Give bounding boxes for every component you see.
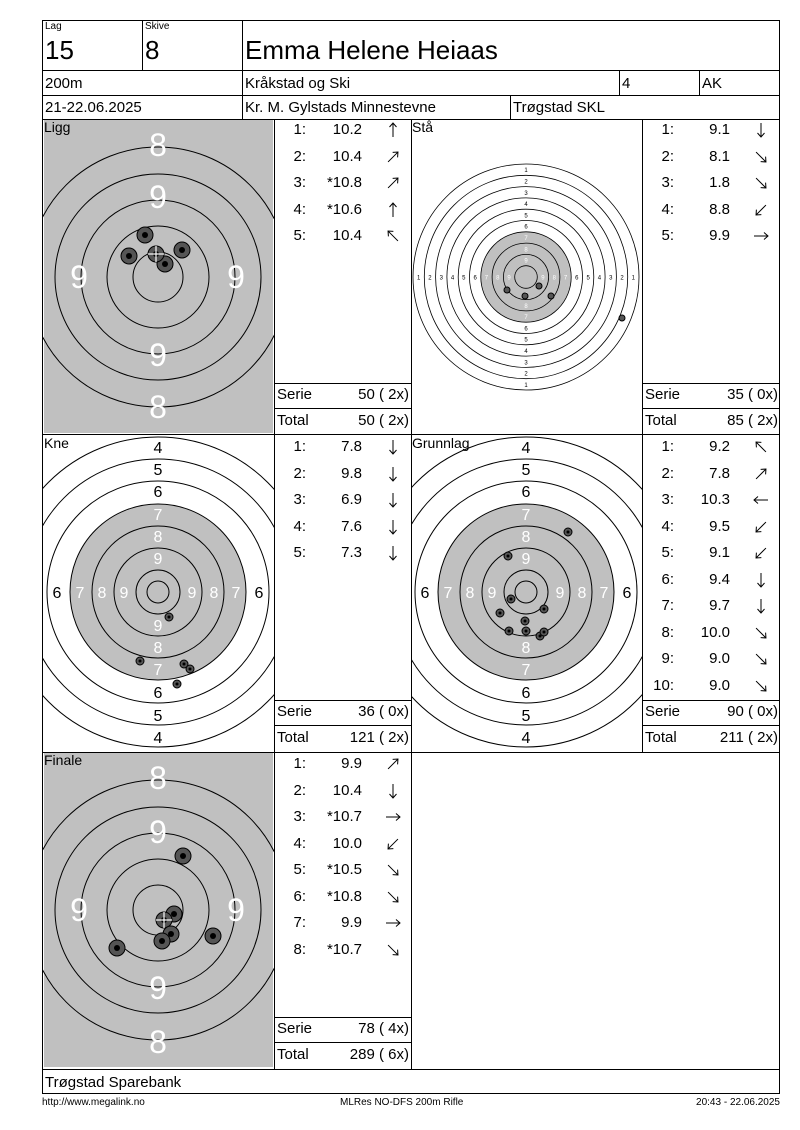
direction-arrow-icon: [384, 438, 402, 456]
shot-row: [280, 199, 410, 221]
shot-number: 7:: [293, 914, 306, 931]
shot-number: 2:: [293, 781, 306, 799]
ring-label: 5: [153, 462, 163, 479]
shot-row: [280, 542, 410, 564]
grunnlag-title: Grunnlag: [412, 435, 470, 451]
lag-label: Lag: [45, 21, 62, 32]
ring-label: 6: [153, 685, 163, 702]
ring-label: 7: [75, 585, 85, 602]
ring-label: 4: [521, 440, 531, 457]
shot-row: [648, 675, 778, 697]
ring-label: 8: [552, 275, 556, 282]
shot-row: [280, 146, 410, 168]
shot-row: [280, 753, 410, 775]
shot-score: 9.1: [709, 121, 730, 138]
shot-score: 9.9: [709, 227, 730, 244]
direction-arrow-icon: [752, 174, 770, 192]
shot-score: 10.3: [700, 491, 730, 508]
shot-number: 2:: [293, 464, 306, 482]
direction-arrow-icon: [384, 755, 402, 773]
ring-label: 8: [153, 529, 163, 546]
ring-label: 8: [97, 585, 107, 602]
direction-arrow-icon: [384, 861, 402, 879]
grunnlag-serie-label: Serie: [645, 703, 681, 720]
shot-score: *10.6: [326, 200, 362, 218]
kne-serie-value: 36 ( 0x): [358, 703, 409, 720]
sponsor: Trøgstad Sparebank: [45, 1074, 182, 1091]
shot-number: 5:: [293, 861, 306, 878]
shot-number: 5:: [661, 544, 674, 561]
host-club: Trøgstad SKL: [513, 99, 605, 116]
ring-label: 2: [524, 179, 528, 186]
shot-row: [280, 119, 410, 141]
ring-label: 6: [420, 585, 430, 602]
skive-value: 8: [145, 35, 160, 65]
direction-arrow-icon: [384, 174, 402, 192]
direction-arrow-icon: [384, 148, 402, 166]
ring-label: 1: [524, 168, 528, 175]
ring-label: 8: [524, 303, 528, 310]
shot-hole: [522, 627, 530, 635]
ring-label: 7: [443, 585, 453, 602]
ring-label: 9: [227, 259, 245, 295]
grunnlag-total-value: 211 ( 2x): [719, 729, 778, 746]
shot-number: 4:: [293, 834, 306, 852]
shot-number: 2:: [661, 464, 674, 482]
kne-total-label: Total: [277, 729, 309, 746]
ring-label: 5: [586, 275, 590, 282]
shot-score: 9.7: [709, 597, 730, 614]
ring-label: 6: [473, 275, 477, 282]
shot-hole: [121, 248, 137, 264]
direction-arrow-icon: [752, 465, 770, 483]
shot-row: [280, 489, 410, 511]
shot-hole: [540, 628, 548, 636]
shot-number: 3:: [661, 491, 674, 508]
ring-label: 9: [507, 275, 511, 282]
shot-row: [648, 489, 778, 511]
shot-score: 10.0: [332, 834, 362, 852]
direction-arrow-icon: [384, 941, 402, 959]
shot-hole: [507, 595, 515, 603]
ring-label: 8: [149, 127, 167, 163]
kne-total-value: 121 ( 2x): [349, 729, 409, 746]
ring-label: 9: [153, 551, 163, 568]
shot-hole: [548, 293, 554, 299]
ring-label: 9: [555, 585, 565, 602]
shot-number: 3:: [293, 491, 306, 508]
shot-number: 1:: [293, 755, 306, 772]
ring-label: 5: [524, 213, 528, 220]
direction-arrow-icon: [384, 544, 402, 562]
shot-row: [280, 172, 410, 194]
ring-label: 1: [524, 382, 528, 389]
timestamp: 20:43 - 22.06.2025: [696, 1097, 780, 1108]
shot-score: 9.8: [341, 464, 362, 482]
ring-label: 7: [484, 275, 489, 282]
ring-label: 8: [149, 389, 167, 425]
shot-row: [280, 463, 410, 485]
shot-score: 10.2: [332, 121, 362, 138]
direction-arrow-icon: [752, 571, 770, 589]
finale-serie-value: 78 ( 4x): [358, 1020, 409, 1037]
ring-label: 9: [149, 970, 167, 1006]
shot-number: 4:: [661, 200, 674, 218]
finale-target: [43, 753, 274, 1069]
ring-label: 5: [524, 337, 528, 344]
shot-number: 4:: [293, 517, 306, 535]
shot-hole: [137, 227, 153, 243]
shot-hole: [521, 617, 529, 625]
shot-row: [648, 569, 778, 591]
ring-label: 9: [149, 179, 167, 215]
software-name: MLRes NO-DFS 200m Rifle: [340, 1097, 464, 1108]
shot-number: 1:: [661, 121, 674, 138]
ring-label: 6: [521, 484, 531, 501]
sta-target: [412, 120, 642, 434]
shot-score: 9.2: [709, 438, 730, 455]
shot-score: 7.6: [341, 517, 362, 535]
shot-row: [280, 436, 410, 458]
shot-hole: [154, 933, 170, 949]
website-link[interactable]: http://www.megalink.no: [42, 1097, 145, 1108]
shot-hole: [564, 528, 572, 536]
shot-row: [280, 806, 410, 828]
direction-arrow-icon: [752, 148, 770, 166]
ring-label: 8: [465, 585, 475, 602]
ring-label: 3: [524, 360, 528, 367]
class-number: 4: [622, 75, 631, 92]
shot-score: 7.8: [341, 438, 362, 455]
direction-arrow-icon: [384, 888, 402, 906]
direction-arrow-icon: [384, 491, 402, 509]
direction-arrow-icon: [752, 201, 770, 219]
ring-label: 9: [487, 585, 497, 602]
direction-arrow-icon: [384, 914, 402, 932]
finale-title: Finale: [44, 752, 83, 768]
ring-label: 1: [631, 275, 636, 282]
direction-arrow-icon: [384, 782, 402, 800]
shot-row: [648, 119, 778, 141]
ligg-total-value: 50 ( 2x): [358, 412, 409, 429]
direction-arrow-icon: [384, 201, 402, 219]
sta-serie-value: 35 ( 0x): [727, 386, 778, 403]
shot-row: [280, 939, 410, 961]
ring-label: 9: [119, 585, 129, 602]
grunnlag-total-label: Total: [645, 729, 677, 746]
shot-score: 9.0: [709, 650, 730, 667]
shot-score: *10.8: [326, 887, 362, 905]
direction-arrow-icon: [752, 677, 770, 695]
shot-number: 6:: [293, 887, 306, 905]
ring-label: 7: [521, 662, 531, 679]
direction-arrow-icon: [384, 227, 402, 245]
shot-score: 6.9: [341, 491, 362, 508]
kne-serie-label: Serie: [277, 703, 313, 720]
shot-hole: [136, 657, 144, 665]
ring-label: 2: [524, 371, 528, 378]
shot-number: 1:: [661, 438, 674, 455]
ring-label: 6: [153, 484, 163, 501]
shot-number: 10:: [653, 676, 674, 694]
ligg-serie-value: 50 ( 2x): [358, 386, 409, 403]
ring-label: 6: [622, 585, 632, 602]
shot-number: 1:: [293, 438, 306, 455]
ring-label: 9: [541, 275, 545, 282]
ring-label: 6: [254, 585, 264, 602]
shot-number: 3:: [293, 174, 306, 191]
shot-row: [648, 463, 778, 485]
ring-label: 8: [153, 640, 163, 657]
shot-score: 7.3: [341, 544, 362, 561]
direction-arrow-icon: [752, 518, 770, 536]
ring-label: 9: [524, 258, 528, 265]
ring-label: 2: [620, 275, 624, 282]
shot-row: [648, 146, 778, 168]
sta-serie-label: Serie: [645, 386, 681, 403]
shot-score: *10.7: [326, 940, 362, 958]
grunnlag-target: [412, 435, 642, 752]
ring-label: 5: [521, 708, 531, 725]
ring-label: 9: [70, 259, 88, 295]
shot-hole: [504, 552, 512, 560]
ring-label: 4: [521, 730, 531, 747]
shot-row: [648, 542, 778, 564]
shot-hole: [175, 848, 191, 864]
shot-hole: [109, 940, 125, 956]
event-name: Kr. M. Gylstads Minnestevne: [245, 99, 436, 116]
grunnlag-serie-value: 90 ( 0x): [727, 703, 778, 720]
shot-score: 9.4: [709, 570, 730, 588]
shot-hole: [174, 242, 190, 258]
shot-number: 2:: [293, 147, 306, 165]
ring-label: 6: [52, 585, 62, 602]
ring-label: 8: [521, 529, 531, 546]
direction-arrow-icon: [384, 808, 402, 826]
ring-label: 7: [524, 235, 528, 242]
ring-label: 7: [231, 585, 241, 602]
lag-value: 15: [45, 35, 74, 65]
ring-label: 9: [149, 814, 167, 850]
shot-hole: [205, 928, 221, 944]
direction-arrow-icon: [384, 835, 402, 853]
shot-hole: [536, 283, 542, 289]
shot-row: [280, 516, 410, 538]
shot-row: [280, 833, 410, 855]
club: Kråkstad og Ski: [245, 75, 351, 92]
direction-arrow-icon: [752, 491, 770, 509]
shot-row: [280, 886, 410, 908]
shot-hole: [522, 293, 528, 299]
ring-label: 4: [450, 275, 455, 282]
ring-label: 6: [524, 224, 528, 231]
shot-number: 4:: [293, 200, 306, 218]
direction-arrow-icon: [752, 438, 770, 456]
shot-score: 9.9: [341, 755, 362, 772]
shot-number: 3:: [661, 174, 674, 191]
shot-score: 9.5: [709, 517, 730, 535]
shot-number: 8:: [661, 623, 674, 641]
shot-hole: [540, 605, 548, 613]
shot-score: 8.1: [709, 147, 730, 165]
shot-row: [280, 859, 410, 881]
shot-score: 7.8: [709, 464, 730, 482]
shot-row: [648, 436, 778, 458]
ring-label: 8: [209, 585, 219, 602]
ring-label: 6: [521, 685, 531, 702]
shot-row: [648, 199, 778, 221]
ring-label: 4: [524, 202, 528, 209]
shot-number: 5:: [661, 227, 674, 244]
shot-score: 10.4: [332, 147, 362, 165]
ring-label: 9: [227, 892, 245, 928]
ring-label: 4: [153, 440, 163, 457]
shot-number: 3:: [293, 808, 306, 825]
skive-label: Skive: [145, 21, 170, 32]
finale-total-label: Total: [277, 1046, 309, 1063]
shot-hole: [186, 665, 194, 673]
shot-number: 5:: [293, 227, 306, 244]
sta-total-value: 85 ( 2x): [727, 412, 778, 429]
shot-score: 1.8: [709, 174, 730, 191]
ring-label: 3: [524, 190, 528, 197]
shooter-name: Emma Helene Heiaas: [245, 35, 498, 65]
class: AK: [702, 75, 723, 92]
shot-hole: [619, 315, 625, 321]
ligg-title: Ligg: [44, 119, 71, 135]
shot-hole: [173, 680, 181, 688]
ligg-serie-label: Serie: [277, 386, 313, 403]
ring-label: 9: [70, 892, 88, 928]
ring-label: 6: [524, 326, 528, 333]
ring-label: 3: [609, 275, 613, 282]
ring-label: 8: [524, 247, 528, 254]
ring-label: 7: [524, 315, 528, 322]
direction-arrow-icon: [384, 518, 402, 536]
shot-row: [648, 648, 778, 670]
shot-score: 9.1: [709, 544, 730, 561]
ligg-total-label: Total: [277, 412, 309, 429]
ring-label: 3: [439, 275, 443, 282]
direction-arrow-icon: [752, 121, 770, 139]
shot-number: 1:: [293, 121, 306, 138]
ring-label: 7: [599, 585, 609, 602]
shot-score: 8.8: [709, 200, 730, 218]
kne-title: Kne: [44, 435, 69, 451]
shot-score: 10.4: [332, 227, 362, 244]
shot-hole: [496, 609, 504, 617]
ring-label: 8: [149, 760, 167, 796]
ring-label: 9: [521, 551, 531, 568]
sta-title: Stå: [412, 119, 434, 135]
shot-row: [648, 622, 778, 644]
ligg-target: [43, 120, 274, 434]
direction-arrow-icon: [384, 465, 402, 483]
shot-score: 9.9: [341, 914, 362, 931]
ring-label: 2: [428, 275, 432, 282]
direction-arrow-icon: [752, 544, 770, 562]
shot-hole: [165, 613, 173, 621]
shot-number: 2:: [661, 147, 674, 165]
direction-arrow-icon: [752, 597, 770, 615]
shot-score: 10.0: [700, 623, 730, 641]
shot-score: 10.4: [332, 781, 362, 799]
ring-label: 1: [416, 275, 421, 282]
finale-serie-label: Serie: [277, 1020, 313, 1037]
shot-number: 7:: [661, 597, 674, 614]
shot-hole: [504, 287, 510, 293]
ring-label: 6: [575, 275, 579, 282]
shot-score: 9.0: [709, 676, 730, 694]
shot-number: 8:: [293, 940, 306, 958]
shot-hole: [505, 627, 513, 635]
ring-label: 7: [563, 275, 568, 282]
shot-row: [648, 595, 778, 617]
ring-label: 7: [521, 507, 531, 524]
finale-total-value: 289 ( 6x): [349, 1046, 409, 1063]
direction-arrow-icon: [752, 650, 770, 668]
ring-label: 9: [153, 618, 163, 635]
ring-label: 5: [462, 275, 466, 282]
date: 21-22.06.2025: [45, 99, 142, 116]
shot-row: [648, 172, 778, 194]
shot-row: [648, 516, 778, 538]
ring-label: 4: [597, 275, 602, 282]
ring-label: 5: [153, 708, 163, 725]
sta-total-label: Total: [645, 412, 677, 429]
shot-score: *10.8: [326, 174, 362, 191]
ring-label: 8: [496, 275, 500, 282]
shot-row: [280, 225, 410, 247]
ring-label: 4: [524, 348, 528, 355]
direction-arrow-icon: [752, 624, 770, 642]
shot-row: [280, 912, 410, 934]
ring-label: 4: [153, 730, 163, 747]
shot-row: [280, 780, 410, 802]
shot-score: *10.7: [326, 808, 362, 825]
ring-label: 7: [153, 507, 163, 524]
shot-number: 6:: [661, 570, 674, 588]
ring-label: 8: [149, 1024, 167, 1060]
distance: 200m: [45, 75, 83, 92]
ring-label: 8: [521, 640, 531, 657]
ring-label: 9: [187, 585, 197, 602]
shot-number: 9:: [661, 650, 674, 667]
ring-label: 9: [149, 337, 167, 373]
ring-label: 5: [521, 462, 531, 479]
shot-row: [648, 225, 778, 247]
ring-label: 7: [153, 662, 163, 679]
ring-label: 8: [577, 585, 587, 602]
shot-number: 5:: [293, 544, 306, 561]
kne-target: [43, 435, 274, 752]
shot-score: *10.5: [326, 861, 362, 878]
direction-arrow-icon: [384, 121, 402, 139]
direction-arrow-icon: [752, 227, 770, 245]
shot-number: 4:: [661, 517, 674, 535]
